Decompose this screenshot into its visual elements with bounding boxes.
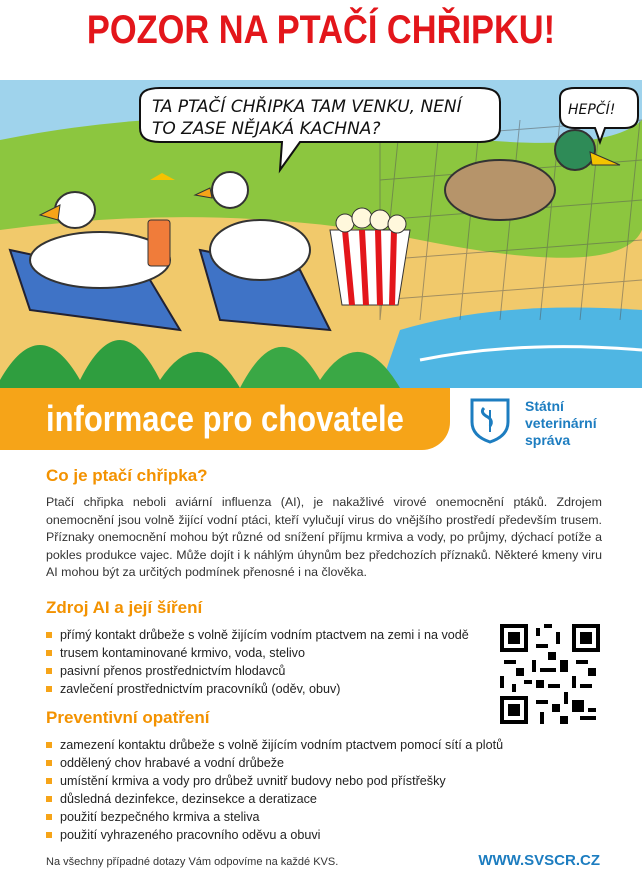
qr-code[interactable] [500, 624, 600, 724]
list-item: použití vyhrazeného pracovního oděvu a obuvi [46, 826, 503, 844]
section1-text: Ptačí chřipka neboli aviární influenza (AI), je nakažlivé virové onemocnění ptáků. Zdrojem onemocnění jsou volně žijící vodní ptáci, kteří vylučují virus do vnějšího prostředí především trusem. Příznaky onemocnění mohou být různé od snížení příjmu krmiva a vody, po průjmy, dýchací potíže a pokles produkce vajec. Může dojít i k náhlým úhynům bez předchozích příznaků. Některé kmeny viru AI mohou být za určitých podmínek přenosné i na člověka. [46, 495, 602, 580]
banner-title: informace pro chovatele [46, 398, 404, 439]
section-what-is [46, 466, 606, 582]
section3-heading: Preventivní opatření [46, 708, 210, 727]
bubble-left-line1: TA PTAČÍ CHŘIPKA TAM VENKU, NENÍ [152, 97, 462, 117]
bubble-left-line2: TO ZASE NĚJAKÁ KACHNA? [152, 119, 381, 139]
list-item: oddělený chov hrabavé a vodní drůbeže [46, 754, 503, 772]
bubble-right: HEPČÍ! [568, 102, 616, 118]
section-prevention [46, 708, 503, 844]
list-item: umístění krmiva a vody pro drůbež uvnitř budovy nebo pod přístřešky [46, 772, 503, 790]
logo-line3: správa [525, 432, 571, 448]
list-item: trusem kontaminované krmivo, voda, stelivo [46, 644, 469, 662]
logo-line2: veterinární [525, 415, 597, 431]
logo-line1: Státní [525, 398, 564, 414]
cartoon-illustration [0, 80, 642, 388]
section-sources [46, 598, 469, 698]
footer-note: Na všechny případné dotazy Vám odpovíme na každé KVS. [46, 856, 339, 868]
svs-shield-logo-icon [470, 396, 510, 444]
section2-heading: Zdroj AI a její šíření [46, 598, 203, 617]
list-item: přímý kontakt drůbeže s volně žijícím vodním ptactvem na zemi i na vodě [46, 626, 469, 644]
list-item: zavlečení prostřednictvím pracovníků (oděv, obuv) [46, 680, 469, 698]
list-item: pasivní přenos prostřednictvím hlodavců [46, 662, 469, 680]
sources-list [46, 626, 469, 698]
list-item: použití bezpečného krmiva a steliva [46, 808, 503, 826]
list-item: zamezení kontaktu drůbeže s volně žijícím vodním ptactvem pomocí sítí a plotů [46, 736, 503, 754]
poster-title: POZOR NA PTAČÍ CHŘIPKU! [86, 8, 556, 52]
website-link[interactable]: WWW.SVSCR.CZ [478, 852, 600, 869]
prevention-list [46, 736, 503, 844]
logo-text [525, 398, 597, 449]
list-item: důsledná dezinfekce, dezinsekce a deratizace [46, 790, 503, 808]
popcorn-box-icon [330, 208, 410, 305]
section1-heading: Co je ptačí chřipka? [46, 466, 208, 485]
